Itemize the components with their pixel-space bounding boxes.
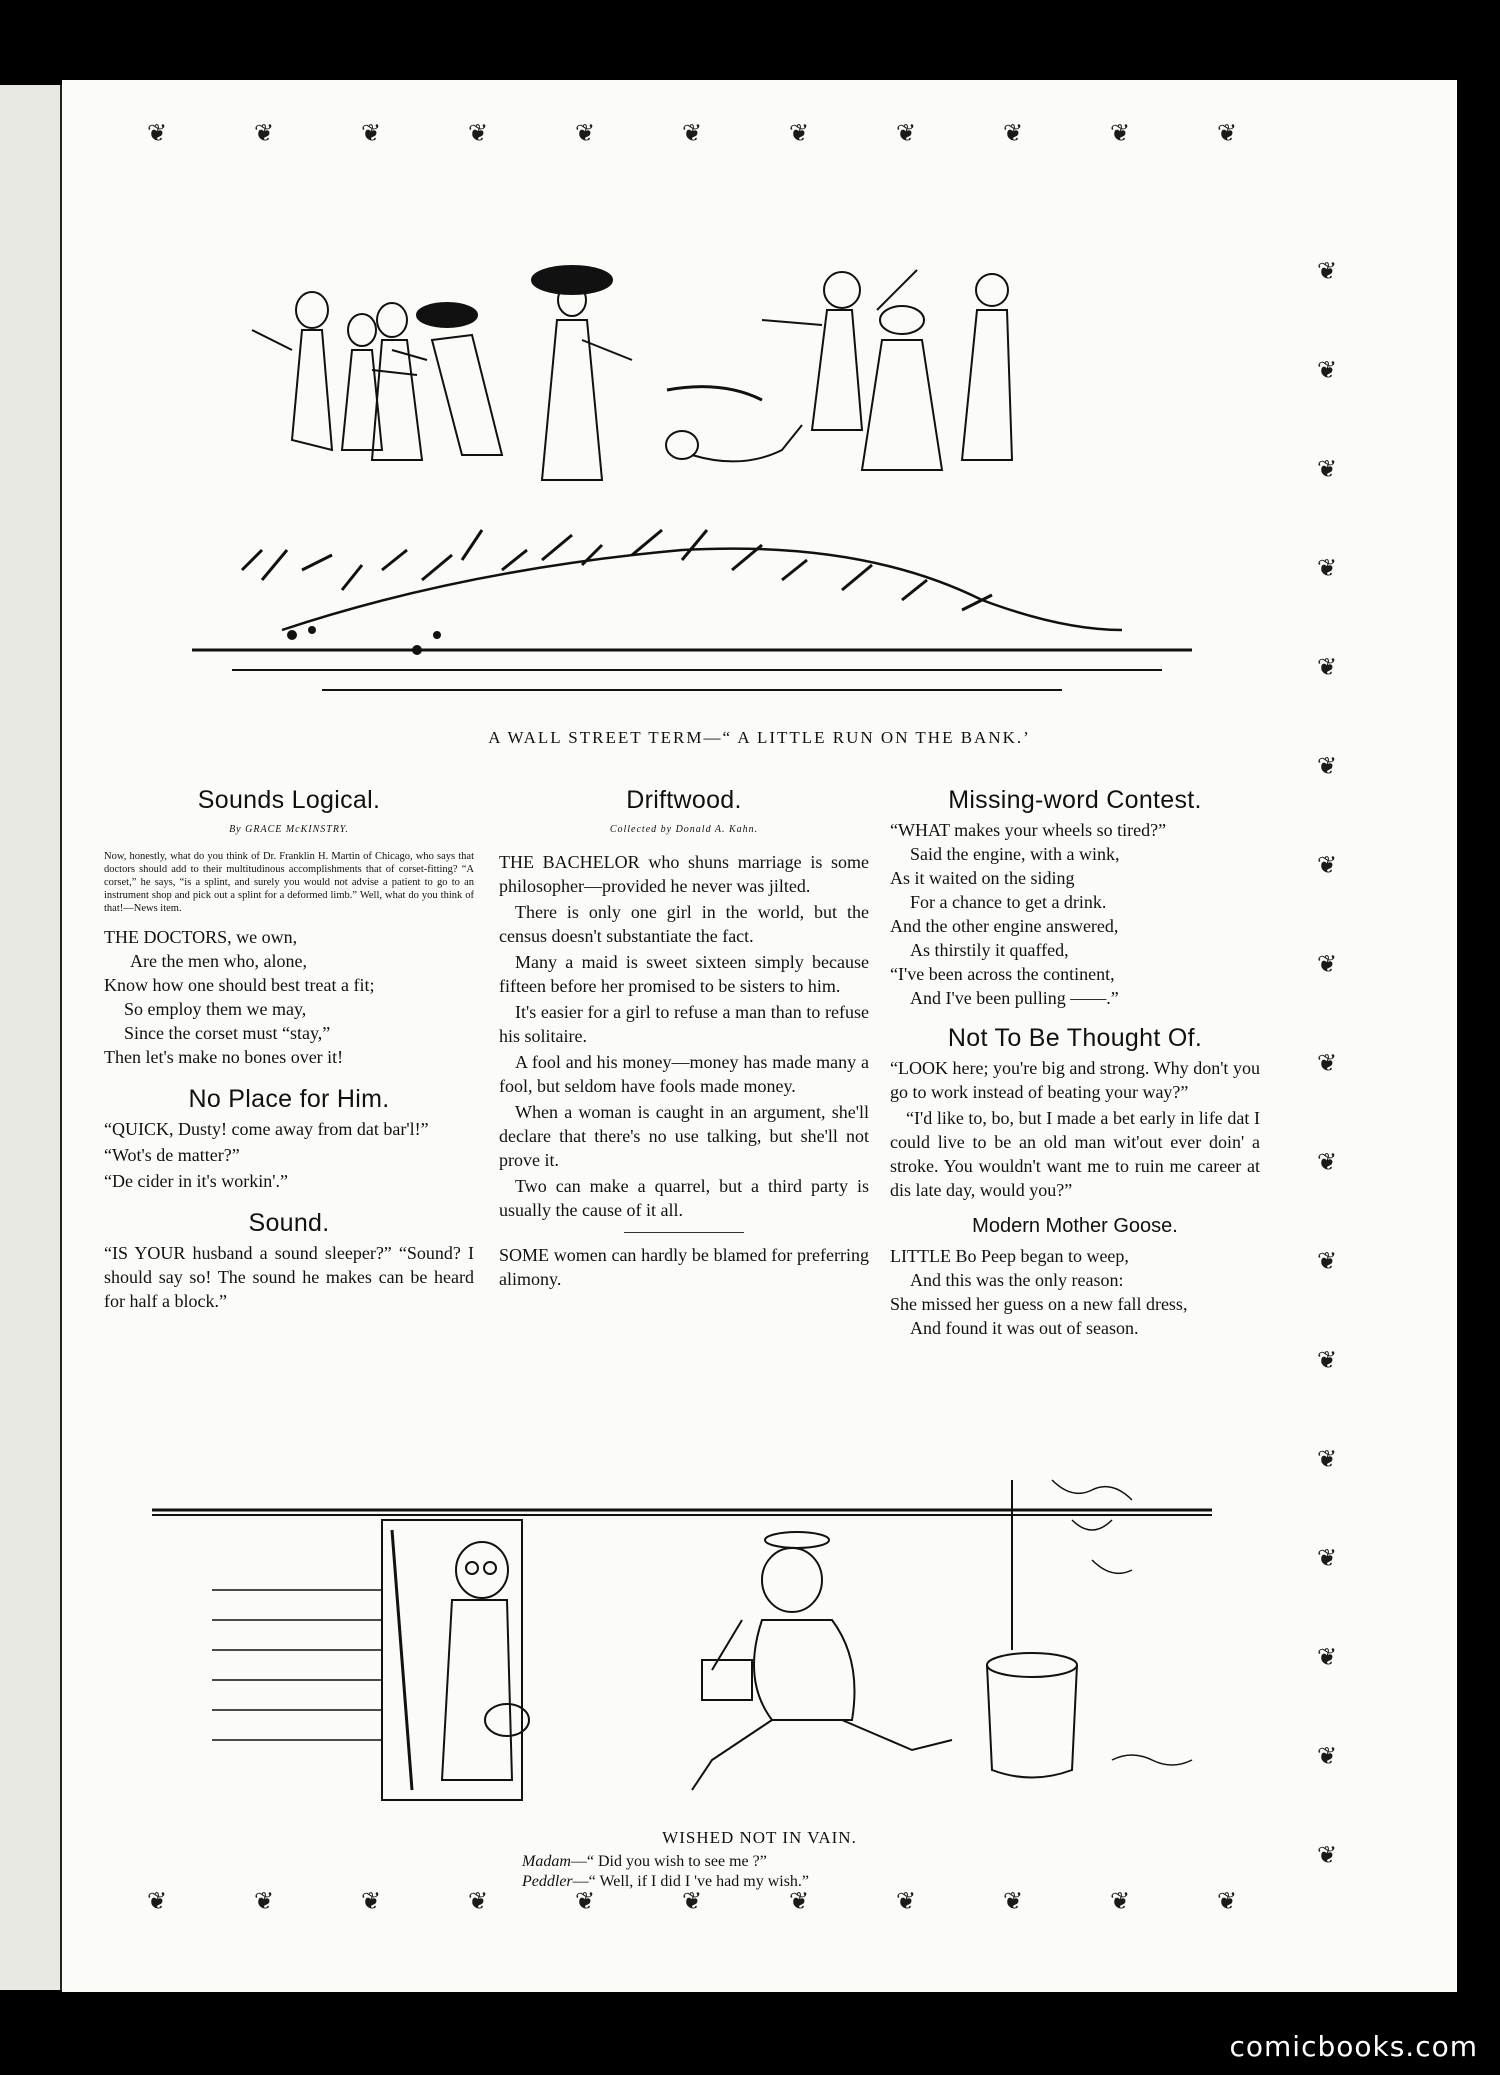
fleuron-ornament-icon: ❦ [361,1889,382,1915]
article-title: No Place for Him. [188,1085,390,1113]
fleuron-ornament-icon: ❦ [575,1889,596,1915]
byline: Collected by Donald A. Kahn. [609,824,759,835]
fleuron-ornament-icon: ❦ [1317,457,1338,483]
paragraph: “IS YOUR husband a sound sleeper?” “Sound? I should say so! The sound he makes can be heard for half a block.” [104,1243,474,1311]
fleuron-ornament-icon: ❦ [1317,556,1338,582]
dialog-line: “De cider in it's workin'.” [104,1171,288,1191]
paragraph: Many a maid is sweet sixteen simply because fifteen before her promised to be sisters to him. [499,952,869,996]
fleuron-ornament-icon: ❦ [682,1889,703,1915]
verse: LITTLE Bo Peep began to weep, And this was the only reason: She missed her guess on a new fall dress, And found it was out of season. [890,1246,1188,1338]
paragraph: “LOOK here; you're big and strong. Why don't you go to work instead of beating your way?” [890,1058,1260,1102]
article-title: Driftwood. [626,786,742,814]
fleuron-ornament-icon: ❦ [1003,1889,1024,1915]
fleuron-ornament-icon: ❦ [1110,1889,1131,1915]
news-note: Now, honestly, what do you think of Dr. Franklin H. Martin of Chicago, who says that doctors should add to their multitudinous accomplishments that of corset-fitting? “A corset,” he says, “is a splint, and surely you would not advise a patient to go to an instrument shop and pick out a splint for a deformed limb.” Well, what do you think of that!—News item. [104,851,474,914]
facing-page-edge [0,85,63,1990]
fleuron-ornament-icon: ❦ [1317,1150,1338,1176]
fleuron-ornament-icon: ❦ [1317,1645,1338,1671]
paragraph: Two can make a quarrel, but a third party is usually the cause of it all. [499,1176,869,1220]
divider [624,1232,744,1233]
caption-dialog: Madam—“ Did you wish to see me ?” Peddler—“ Well, if I did I 've had my wish.” [522,1853,810,1890]
fleuron-ornament-icon: ❦ [254,1889,275,1915]
article-title: Sound. [248,1209,330,1237]
article-title: Not To Be Thought Of. [947,1024,1203,1052]
fleuron-ornament-icon: ❦ [1317,853,1338,879]
bottom-cartoon-caption: WISHED NOT IN VAIN. [662,1828,857,1847]
paragraph: SOME women can hardly be blamed for preferring alimony. [499,1245,869,1289]
fleuron-ornament-icon: ❦ [468,1889,489,1915]
fleuron-ornament-icon: ❦ [147,121,168,147]
paragraph: “I'd like to, bo, but I made a bet early in life dat I could live to be an old man wit'out ever doin' a stroke. You wouldn't want me to ruin me career at dis late day, would you?” [890,1108,1260,1200]
byline: By GRACE McKINSTRY. [229,824,349,835]
article-title: Modern Mother Goose. [972,1215,1178,1237]
fleuron-ornament-icon: ❦ [896,121,917,147]
fleuron-ornament-icon: ❦ [1217,1889,1238,1915]
top-cartoon-caption: A WALL STREET TERM—“ A LITTLE RUN ON THE BANK.’ [488,728,1031,747]
peddler-illustration [152,1420,1272,1820]
paragraph: When a woman is caught in an argument, she'll declare that there's no use talking, but she'll not prove it. [499,1102,869,1170]
fleuron-ornament-icon: ❦ [468,121,489,147]
verse: “WHAT makes your wheels so tired?” Said the engine, with a wink, As it waited on the siding For a chance to get a drink. And the other engine answered, As thirstily it quaffed, “I've been across the continent, And I've been pulling ——.” [890,820,1167,1008]
fleuron-ornament-icon: ❦ [1317,754,1338,780]
fleuron-ornament-icon: ❦ [254,121,275,147]
fleuron-ornament-icon: ❦ [1317,259,1338,285]
article-title: Missing-word Contest. [948,786,1202,814]
article-title: Sounds Logical. [197,786,381,814]
magazine-page [62,80,1457,1992]
fleuron-ornament-icon: ❦ [1317,655,1338,681]
fleuron-ornament-icon: ❦ [1317,1051,1338,1077]
dialog-line: “Wot's de matter?” [104,1145,240,1165]
fleuron-ornament-icon: ❦ [147,1889,168,1915]
watermark: comicbooks.com [1229,2030,1478,2063]
fleuron-ornament-icon: ❦ [1317,358,1338,384]
fleuron-ornament-icon: ❦ [1317,1447,1338,1473]
fleuron-ornament-icon: ❦ [1317,1546,1338,1572]
paragraph: It's easier for a girl to refuse a man than to refuse his solitaire. [499,1002,869,1046]
fleuron-ornament-icon: ❦ [789,121,810,147]
fleuron-ornament-icon: ❦ [1003,121,1024,147]
fleuron-ornament-icon: ❦ [1317,1348,1338,1374]
fleuron-ornament-icon: ❦ [361,121,382,147]
fleuron-ornament-icon: ❦ [682,121,703,147]
dialog-line: “QUICK, Dusty! come away from dat bar'l!” [104,1119,429,1139]
fleuron-ornament-icon: ❦ [1110,121,1131,147]
fleuron-ornament-icon: ❦ [789,1889,810,1915]
fleuron-ornament-icon: ❦ [575,121,596,147]
fleuron-ornament-icon: ❦ [1317,952,1338,978]
bank-run-illustration [162,210,1262,770]
verse: THE DOCTORS, we own, Are the men who, alone, Know how one should best treat a fit; So employ them we may, Since the corset must “stay,” Then let's make no bones over it! [104,927,375,1067]
fleuron-ornament-icon: ❦ [896,1889,917,1915]
fleuron-ornament-icon: ❦ [1217,121,1238,147]
fleuron-ornament-icon: ❦ [1317,1249,1338,1275]
fleuron-ornament-icon: ❦ [1317,1843,1338,1869]
paragraph: A fool and his money—money has made many a fool, but seldom have fools made money. [499,1052,869,1096]
paragraph: There is only one girl in the world, but the census doesn't substantiate the fact. [499,902,869,946]
column-middle [499,780,869,1293]
column-right [890,780,1260,1340]
fleuron-ornament-icon: ❦ [1317,1744,1338,1770]
paragraph: THE BACHELOR who shuns marriage is some philosopher—provided he never was jilted. [499,852,869,896]
column-left [104,780,474,1315]
